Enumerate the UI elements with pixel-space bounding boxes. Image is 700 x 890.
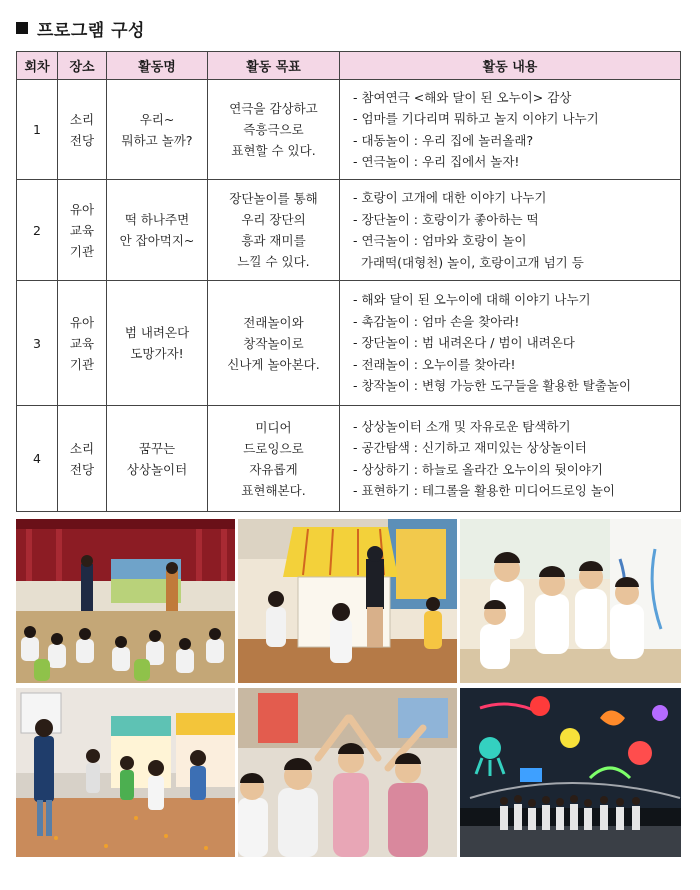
activity-name-cell: 꿈꾸는 상상놀이터 bbox=[107, 406, 208, 512]
table-header-row bbox=[17, 52, 681, 80]
place-cell: 유아 교육 기관 bbox=[58, 281, 107, 406]
header-activity-content: 활동 내용 bbox=[340, 52, 681, 80]
content-line: - 장단놀이 : 호랑이가 좋아하는 떡 bbox=[353, 211, 539, 227]
content-line: - 상상하기 : 하늘로 올라간 오누이의 뒷이야기 bbox=[353, 461, 603, 477]
activity-photo-grid bbox=[16, 519, 681, 857]
content-line: - 해와 달이 된 오누이에 대해 이야기 나누기 bbox=[353, 292, 591, 308]
content-line: - 장단놀이 : 범 내려온다 / 범이 내려온다 bbox=[353, 335, 575, 351]
photo-theatre-performance bbox=[16, 519, 235, 683]
activity-goal-cell: 전래놀이와 창작놀이로 신나게 놀아본다. bbox=[208, 281, 340, 406]
table-row bbox=[17, 281, 681, 406]
heading-text: 프로그램 구성 bbox=[37, 20, 145, 41]
activity-goal-cell: 연극을 감상하고 즉흥극으로 표현할 수 있다. bbox=[208, 80, 340, 180]
activity-goal-cell: 장단놀이를 통해 우리 장단의 흥과 재미를 느낄 수 있다. bbox=[208, 180, 340, 281]
activity-name-cell: 떡 하나주면 안 잡아먹지~ bbox=[107, 180, 208, 281]
place-cell: 유아 교육 기관 bbox=[58, 180, 107, 281]
session-cell: 1 bbox=[17, 80, 58, 180]
session-cell: 2 bbox=[17, 180, 58, 281]
content-line: - 연극놀이 : 우리 집에서 놀자! bbox=[353, 154, 520, 169]
content-line: - 연극놀이 : 엄마와 호랑이 놀이 bbox=[353, 233, 527, 248]
header-activity-name: 활동명 bbox=[107, 52, 208, 80]
section-heading bbox=[16, 15, 145, 41]
content-line: - 대동놀이 : 우리 집에 놀러올래? bbox=[353, 132, 534, 148]
content-line: - 창작놀이 : 변형 가능한 도구들을 활용한 탈출놀이 bbox=[353, 378, 632, 394]
photo-rhythm-play bbox=[238, 688, 457, 857]
header-session: 회차 bbox=[17, 52, 58, 80]
content-line: - 전래놀이 : 오누이를 찾아라! bbox=[353, 356, 516, 372]
content-line: - 상상놀이터 소개 및 자유로운 탐색하기 bbox=[353, 418, 571, 434]
activity-name-cell: 범 내려온다 도망가자! bbox=[107, 281, 208, 406]
content-line: - 표현하기 : 테그롤을 활용한 미디어드로잉 놀이 bbox=[353, 483, 615, 498]
content-line: - 엄마를 기다리며 뭐하고 놀지 이야기 나누기 bbox=[353, 111, 599, 126]
session-cell: 3 bbox=[17, 281, 58, 406]
square-bullet-icon bbox=[16, 22, 28, 34]
activity-content-cell bbox=[340, 281, 681, 406]
activity-content-cell bbox=[340, 80, 681, 180]
activity-goal-cell: 미디어 드로잉으로 자유롭게 표현해본다. bbox=[208, 406, 340, 512]
activity-name-cell: 우리~ 뭐하고 놀까? bbox=[107, 80, 208, 180]
content-line: - 촉감놀이 : 엄마 손을 찾아라! bbox=[353, 313, 520, 329]
activity-content-cell bbox=[340, 180, 681, 281]
content-line: 가래떡(대형천) 놀이, 호랑이고개 넘기 등 bbox=[353, 254, 584, 270]
content-line: - 호랑이 고개에 대한 이야기 나누기 bbox=[353, 190, 547, 205]
header-activity-goal: 활동 목표 bbox=[208, 52, 340, 80]
photo-house-play bbox=[238, 519, 457, 683]
activity-content-cell bbox=[340, 406, 681, 512]
content-line: - 공간탐색 : 신기하고 재미있는 상상놀이터 bbox=[353, 440, 587, 455]
table-row bbox=[17, 406, 681, 512]
photo-children-posing bbox=[460, 519, 681, 683]
table-row bbox=[17, 180, 681, 281]
session-cell: 4 bbox=[17, 406, 58, 512]
place-cell: 소리 전당 bbox=[58, 80, 107, 180]
header-place: 장소 bbox=[58, 52, 107, 80]
photo-media-drawing bbox=[460, 688, 681, 857]
program-table bbox=[16, 51, 681, 512]
place-cell: 소리 전당 bbox=[58, 406, 107, 512]
table-row bbox=[17, 80, 681, 180]
content-line: - 참여연극 <해와 달이 된 오누이> 감상 bbox=[353, 89, 572, 105]
photo-dance-activity bbox=[16, 688, 235, 857]
